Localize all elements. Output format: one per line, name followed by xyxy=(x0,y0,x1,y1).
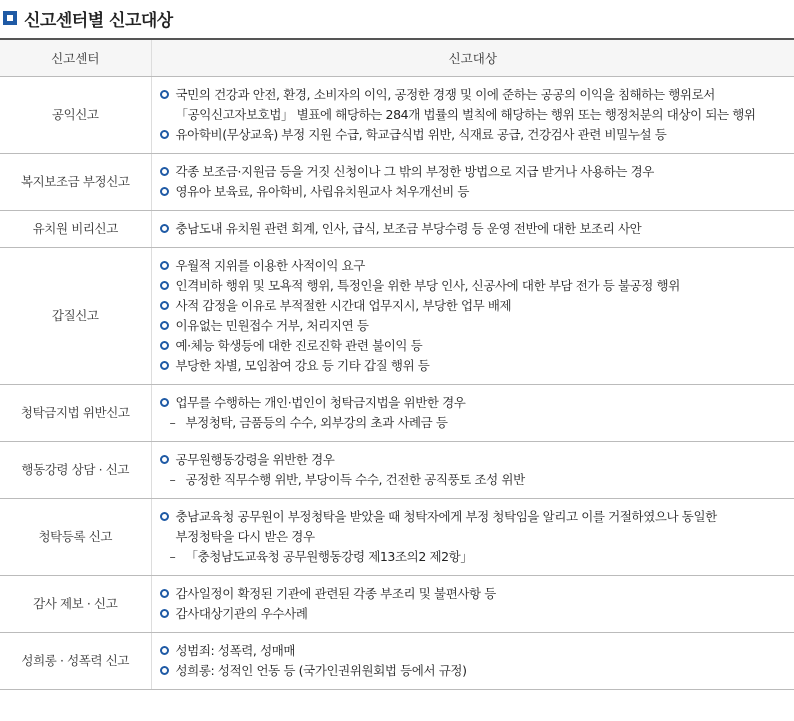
table-body xyxy=(0,77,794,690)
table-row xyxy=(0,211,794,248)
report-center-name: 갑질신고 xyxy=(0,248,151,385)
circle-bullet-icon xyxy=(160,455,169,464)
report-center-name: 복지보조금 부정신고 xyxy=(0,154,151,211)
report-target-cell xyxy=(151,248,794,385)
list-item xyxy=(160,584,794,604)
circle-bullet-icon xyxy=(160,341,169,350)
circle-bullet-icon xyxy=(160,261,169,270)
report-target-cell xyxy=(151,633,794,690)
list-item xyxy=(160,162,794,182)
list-item xyxy=(160,125,794,145)
report-center-name: 청탁금지법 위반신고 xyxy=(0,385,151,442)
report-target-cell xyxy=(151,499,794,576)
list-item-text: 영유아 보육료, 유아학비, 사립유치원교사 처우개선비 등 xyxy=(175,184,470,199)
dash-marker-icon: – xyxy=(169,415,176,430)
header-center: 신고센터 xyxy=(0,39,151,77)
circle-bullet-icon xyxy=(160,589,169,598)
circle-bullet-icon xyxy=(160,130,169,139)
list-item-text: 성희롱: 성적인 언동 등 (국가인권위원회법 등에서 규정) xyxy=(175,663,467,678)
list-item xyxy=(160,85,794,105)
list-item-text: 각종 보조금·지원금 등을 거짓 신청이나 그 밖의 부정한 방법으로 지급 받거나 사용하는 경우 xyxy=(175,164,654,179)
dash-marker-icon: – xyxy=(169,472,176,487)
list-item xyxy=(160,604,794,624)
table-row xyxy=(0,385,794,442)
report-center-name: 성희롱 · 성폭력 신고 xyxy=(0,633,151,690)
list-item-text: 업무를 수행하는 개인·법인이 청탁금지법을 위반한 경우 xyxy=(175,395,466,410)
list-item xyxy=(160,661,794,681)
list-item xyxy=(160,256,794,276)
report-target-cell xyxy=(151,385,794,442)
list-item-text: 부정청탁, 금품등의 수수, 외부강의 초과 사례금 등 xyxy=(185,415,448,430)
circle-bullet-icon xyxy=(160,90,169,99)
list-item-text: 예·체능 학생등에 대한 진로진학 관련 불이익 등 xyxy=(175,338,423,353)
page-title: 신고센터별 신고대상 xyxy=(24,10,173,31)
circle-bullet-icon xyxy=(160,301,169,310)
square-bullet-icon xyxy=(3,11,17,25)
circle-bullet-icon xyxy=(160,398,169,407)
list-item xyxy=(160,182,794,202)
list-item xyxy=(160,547,794,567)
report-target-cell xyxy=(151,576,794,633)
list-item-text: 국민의 건강과 안전, 환경, 소비자의 이익, 공정한 경쟁 및 이에 준하는 공공의 이익을 침해하는 행위로서 xyxy=(175,87,715,102)
list-item-text: 충남도내 유치원 관련 회계, 인사, 급식, 보조금 부당수령 등 운영 전반에 대한 보조리 사안 xyxy=(175,221,642,236)
list-item-text: 우월적 지위를 이용한 사적이익 요구 xyxy=(175,258,365,273)
list-item xyxy=(160,393,794,413)
section-title xyxy=(0,5,173,31)
list-item xyxy=(160,507,794,527)
table-row xyxy=(0,154,794,211)
circle-bullet-icon xyxy=(160,609,169,618)
circle-bullet-icon xyxy=(160,224,169,233)
report-center-name: 유치원 비리신고 xyxy=(0,211,151,248)
list-item xyxy=(160,356,794,376)
list-item-text: 충남교육청 공무원이 부정청탁을 받았을 때 청탁자에게 부정 청탁임을 알리고 이를 거절하였으나 동일한 xyxy=(175,509,717,524)
report-center-name: 청탁등록 신고 xyxy=(0,499,151,576)
circle-bullet-icon xyxy=(160,512,169,521)
list-item xyxy=(160,219,794,239)
list-item xyxy=(160,336,794,356)
circle-bullet-icon xyxy=(160,361,169,370)
report-center-name: 공익신고 xyxy=(0,77,151,154)
list-item-text: 유아학비(무상교육) 부정 지원 수급, 학교급식법 위반, 식재료 공급, 건강검사 관련 비밀누설 등 xyxy=(175,127,667,142)
list-item-text: 부당한 차별, 모임참여 강요 등 기타 갑질 행위 등 xyxy=(175,358,430,373)
list-item-text: 공무원행동강령을 위반한 경우 xyxy=(175,452,335,467)
list-item xyxy=(160,276,794,296)
report-target-cell xyxy=(151,154,794,211)
list-item xyxy=(160,316,794,336)
list-item-text: 감사일정이 확정된 기관에 관련된 각종 부조리 및 불편사항 등 xyxy=(175,586,496,601)
table-header-row xyxy=(0,39,794,77)
circle-bullet-icon xyxy=(160,646,169,655)
list-item-text: 「공익신고자보호법」 별표에 해당하는 284개 법률의 벌칙에 해당하는 행위 또는 행정처분의 대상이 되는 행위 xyxy=(175,107,756,122)
circle-bullet-icon xyxy=(160,281,169,290)
header-target: 신고대상 xyxy=(151,39,794,77)
circle-bullet-icon xyxy=(160,187,169,196)
circle-bullet-icon xyxy=(160,167,169,176)
dash-marker-icon: – xyxy=(169,549,176,564)
report-target-cell xyxy=(151,442,794,499)
list-item-text: 공정한 직무수행 위반, 부당이득 수수, 건전한 공직풍토 조성 위반 xyxy=(185,472,525,487)
list-item-text: 사적 감정을 이유로 부적절한 시간대 업무지시, 부당한 업무 배제 xyxy=(175,298,512,313)
report-target-table xyxy=(0,38,794,690)
list-item xyxy=(160,296,794,316)
list-item xyxy=(160,470,794,490)
list-item-text: 감사대상기관의 우수사례 xyxy=(175,606,308,621)
list-item-text: 성범죄: 성폭력, 성매매 xyxy=(175,643,296,658)
list-item xyxy=(160,105,794,125)
list-item xyxy=(160,527,794,547)
report-center-name: 감사 제보 · 신고 xyxy=(0,576,151,633)
report-target-cell xyxy=(151,211,794,248)
list-item-text: 이유없는 민원접수 거부, 처리지연 등 xyxy=(175,318,369,333)
table-row xyxy=(0,248,794,385)
report-center-name: 행동강령 상담 · 신고 xyxy=(0,442,151,499)
circle-bullet-icon xyxy=(160,321,169,330)
table-row xyxy=(0,442,794,499)
table-row xyxy=(0,633,794,690)
circle-bullet-icon xyxy=(160,666,169,675)
list-item-text: 「충청남도교육청 공무원행동강령 제13조의2 제2항」 xyxy=(185,549,473,564)
list-item xyxy=(160,413,794,433)
list-item-text: 인격비하 행위 및 모욕적 행위, 특정인을 위한 부당 인사, 신공사에 대한 부담 전가 등 불공정 행위 xyxy=(175,278,680,293)
table-row xyxy=(0,576,794,633)
table-row xyxy=(0,77,794,154)
list-item xyxy=(160,641,794,661)
list-item xyxy=(160,450,794,470)
list-item-text: 부정청탁을 다시 받은 경우 xyxy=(175,529,315,544)
report-target-cell xyxy=(151,77,794,154)
table-row xyxy=(0,499,794,576)
